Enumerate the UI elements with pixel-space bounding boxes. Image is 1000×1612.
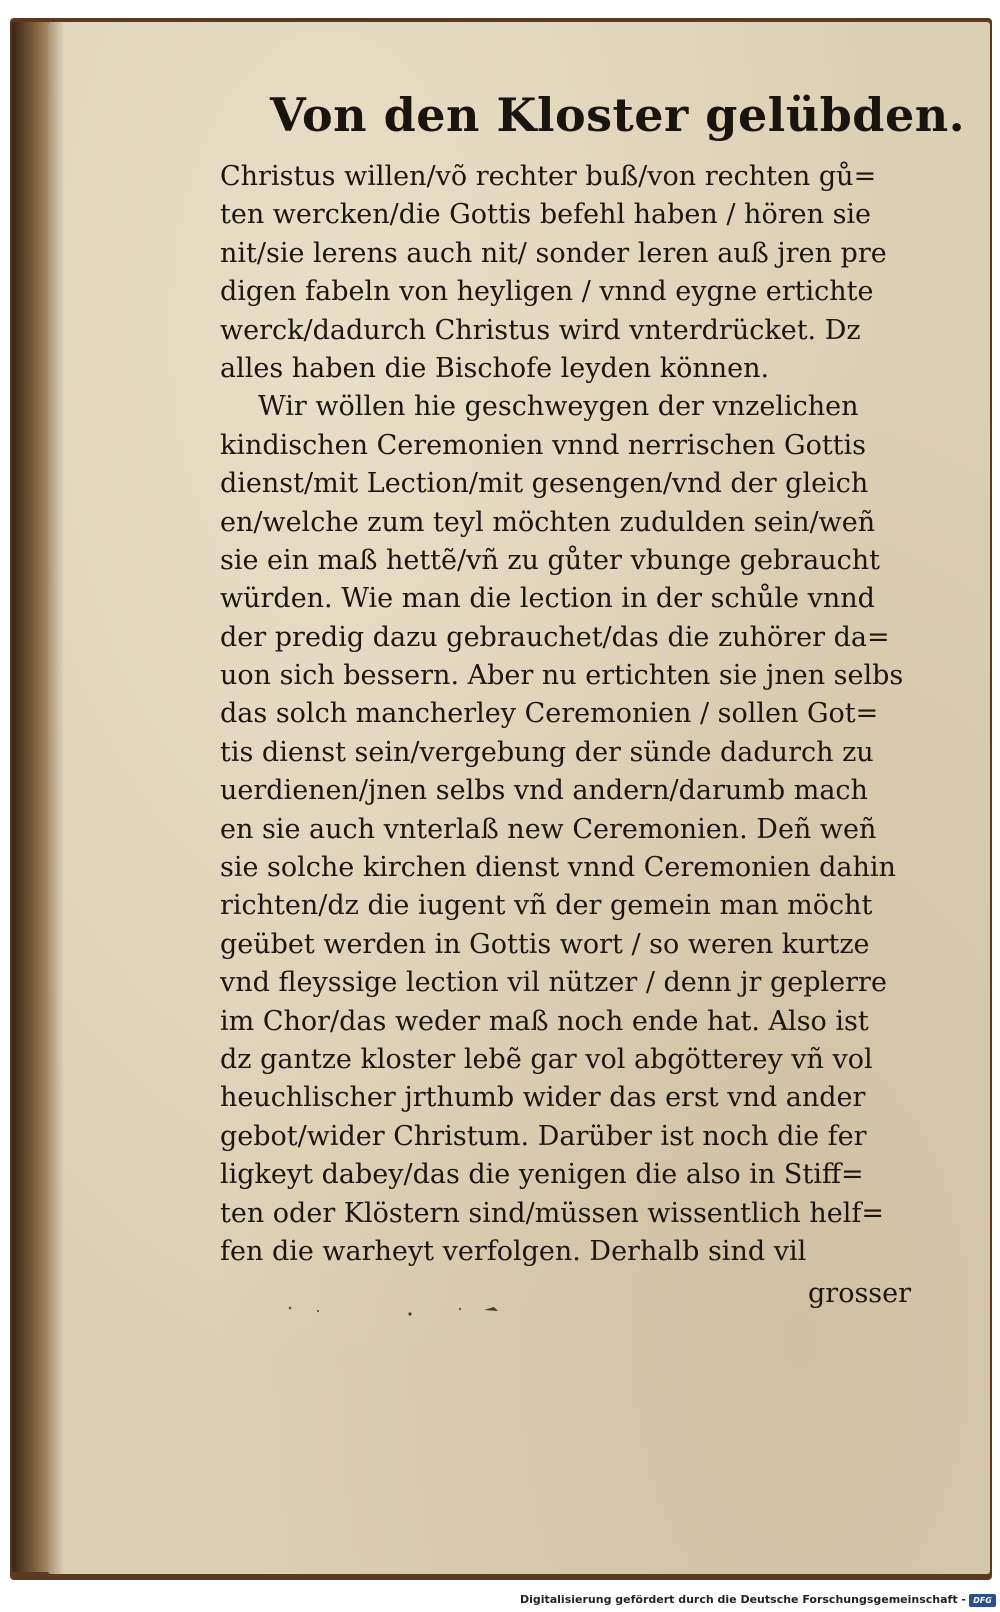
text-line: werck/dadurch Christus wird vnterdrücket. Dz	[220, 314, 861, 346]
text-line: tis dienst sein/vergebung der sünde dadurch zu	[220, 736, 874, 768]
text-line: Wir wöllen hie geschweygen der vnzelichen	[258, 391, 859, 423]
text-line: uerdienen/jnen selbs vnd andern/darumb mach	[220, 775, 868, 807]
text-line: uon sich bessern. Aber nu ertichten sie jnen selbs	[220, 660, 904, 692]
text-line: ligkeyt dabey/das die yenigen die also in Stiff=	[220, 1159, 864, 1191]
text-line: en/welche zum teyl möchten zudulden sein/weñ	[220, 506, 876, 538]
text-line: geübet werden in Gottis wort / so weren kurtze	[220, 928, 870, 960]
text-line: Christus willen/võ rechter buß/von rechten gů=	[220, 161, 877, 192]
body-text	[220, 158, 910, 1271]
text-line: im Chor/das weder maß noch ende hat. Also ist	[220, 1005, 869, 1037]
text-line: das solch mancherley Ceremonien / sollen Got=	[220, 698, 879, 730]
text-line: sie solche kirchen dienst vnnd Ceremonien dahin	[220, 852, 896, 884]
text-line: würden. Wie man die lection in der schůle vnnd	[220, 583, 875, 615]
text-line: fen die warheyt verfolgen. Derhalb sind vil	[220, 1235, 807, 1267]
ink-specks	[270, 1296, 530, 1326]
funding-credit: Digitalisierung gefördert durch die Deutsche Forschungsgemeinschaft -	[519, 1593, 966, 1606]
text-line: heuchlischer jrthumb wider das erst vnd ander	[220, 1082, 866, 1114]
text-line: ten wercken/die Gottis befehl haben / hören sie	[220, 199, 872, 231]
text-line: sie ein maß hettẽ/vñ zu gůter vbunge gebraucht	[220, 544, 880, 576]
text-line: ten oder Klöstern sind/müssen wissentlich helf=	[220, 1197, 885, 1229]
text-line: dz gantze kloster lebẽ gar vol abgötterey vñ vol	[220, 1043, 873, 1075]
dfg-logo-icon: DFG	[969, 1594, 996, 1607]
text-line: der predig dazu gebrauchet/das die zuhörer da=	[220, 621, 890, 653]
text-line: dienst/mit Lection/mit gesengen/vnd der gleich	[220, 468, 869, 500]
text-line: kindischen Ceremonien vnnd nerrischen Gottis	[220, 429, 867, 461]
text-line: nit/sie lerens auch nit/ sonder leren auß jren pre	[220, 237, 887, 269]
catchword: grosser	[808, 1278, 912, 1309]
running-heading: Von den Kloster gelübden.	[270, 88, 966, 142]
text-line: en sie auch vnterlaß new Ceremonien. Deñ weñ	[220, 813, 877, 845]
text-line: gebot/wider Christum. Darüber ist noch die fer	[220, 1120, 867, 1152]
text-line: alles haben die Bischofe leyden können.	[220, 352, 770, 384]
page-inner-edge	[48, 22, 64, 1574]
text-line: vnd fleyssige lection vil nützer / denn jr geplerre	[220, 967, 887, 999]
text-line: richten/dz die iugent vñ der gemein man möcht	[220, 890, 873, 922]
text-line: digen fabeln von heyligen / vnnd eygne ertichte	[220, 276, 874, 308]
